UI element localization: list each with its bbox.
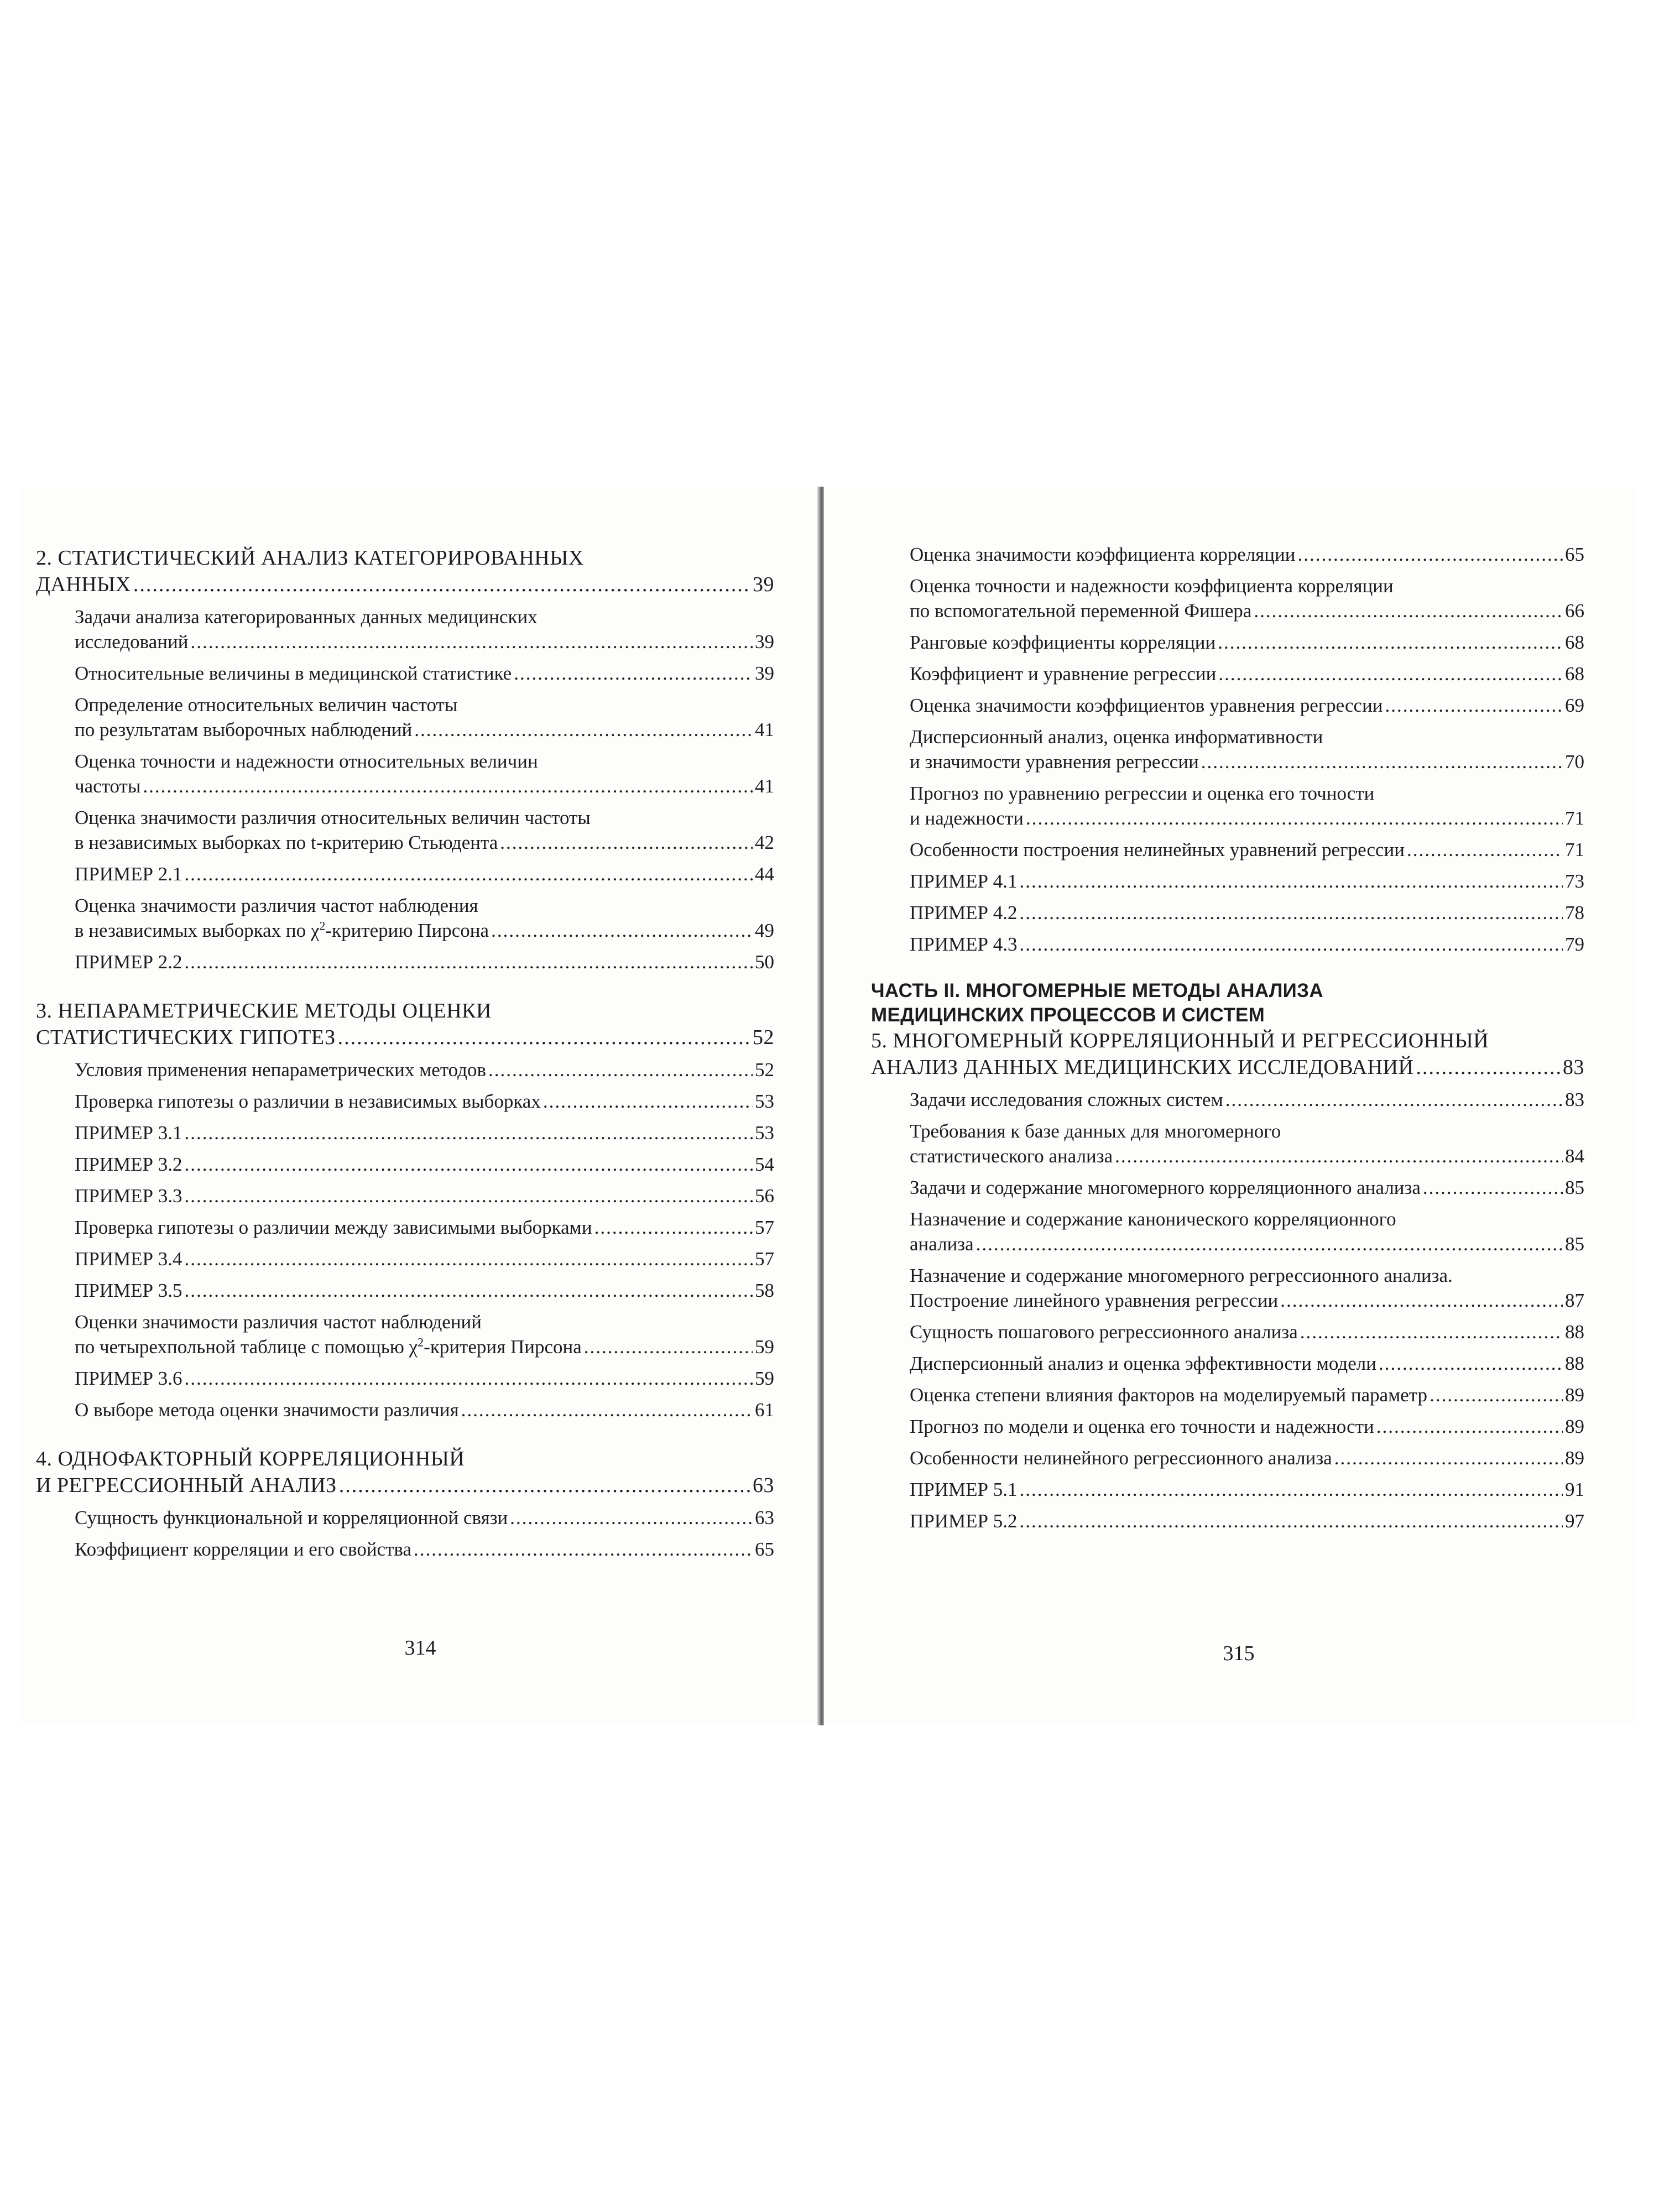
left-page <box>22 487 818 1725</box>
dot-leader <box>338 1024 750 1051</box>
toc-entry-text: Оценка значимости коэффициента корреляции <box>910 544 1296 565</box>
section-title-line: 5. МНОГОМЕРНЫЙ КОРРЕЛЯЦИОННЫЙ И РЕГРЕССИОННЫЙ <box>871 1029 1489 1052</box>
toc-entry-text: исследований <box>75 631 189 653</box>
toc-entry-text: Относительные величины в медицинской статистике <box>75 662 512 684</box>
toc-entry-text: ПРИМЕР 3.2 <box>75 1154 182 1175</box>
toc-entry <box>871 542 1584 567</box>
toc-page-number: 89 <box>1565 1384 1584 1406</box>
toc-entry-text: Оценка значимости коэффициентов уравнения регрессии <box>910 695 1383 716</box>
dot-leader <box>1201 749 1563 774</box>
toc-page-number: 39 <box>755 662 774 684</box>
toc-entry <box>36 604 774 654</box>
toc-entry <box>871 1263 1584 1313</box>
dot-leader <box>594 1215 753 1240</box>
toc-entry <box>871 724 1584 774</box>
toc-entry-line: Определение относительных величин частоты <box>75 694 458 716</box>
toc-entry-leader-line <box>910 542 1584 567</box>
toc-entry <box>36 1366 774 1391</box>
toc-entry-leader-line <box>910 693 1584 718</box>
toc-entry-text: в независимых выборках по $\chi^2$-критерию Пирсона <box>75 919 489 941</box>
toc-entry-leader-line <box>910 900 1584 925</box>
toc-entry-leader-line <box>910 1232 1584 1256</box>
toc-entry-leader-line <box>910 1509 1584 1533</box>
toc-page-number: 88 <box>1565 1353 1584 1374</box>
toc-entry-text: Коэффициент корреляции и его свойства <box>75 1538 411 1560</box>
toc-page-number: 63 <box>753 1474 774 1497</box>
dot-leader <box>1019 932 1563 957</box>
toc-entry-text: по результатам выборочных наблюдений <box>75 719 413 740</box>
toc-entry-line: Оценка точности и надежности относительных величин <box>75 750 538 772</box>
toc-entry-leader-line <box>75 717 774 742</box>
toc-entry-leader-line <box>910 932 1584 957</box>
dot-leader <box>500 830 753 855</box>
dot-leader <box>488 1057 753 1082</box>
toc-entry <box>36 692 774 742</box>
section-leader-line <box>36 571 774 598</box>
toc-entry <box>36 1089 774 1114</box>
section-title-line: 2. СТАТИСТИЧЕСКИЙ АНАЛИЗ КАТЕГОРИРОВАННЫХ <box>36 546 584 570</box>
dot-leader <box>143 774 753 799</box>
toc-page-number: 65 <box>1565 544 1584 565</box>
toc-entry-leader-line <box>910 1288 1584 1313</box>
dot-leader <box>976 1232 1563 1256</box>
toc-entry-line: Оценки значимости различия частот наблюдений <box>75 1311 482 1333</box>
toc-entry <box>36 1310 774 1359</box>
toc-entry-text: статистического анализа <box>910 1145 1113 1167</box>
toc-entry <box>871 1119 1584 1168</box>
toc-page-number: 88 <box>1565 1321 1584 1343</box>
toc-entry-text: ПРИМЕР 3.3 <box>75 1185 182 1207</box>
toc-entry-leader-line <box>75 629 774 654</box>
toc-page-number: 78 <box>1565 902 1584 924</box>
dot-leader <box>584 1334 753 1359</box>
dot-leader <box>414 717 753 742</box>
toc-entry-leader-line <box>75 1537 774 1562</box>
left-toc-column <box>36 545 774 1562</box>
toc-entry-text: Задачи и содержание многомерного корреляционного анализа <box>910 1177 1421 1198</box>
dot-leader <box>1407 837 1563 862</box>
toc-entry-leader-line <box>910 1477 1584 1502</box>
toc-entry-line: Оценка точности и надежности коэффициента корреляции <box>910 575 1394 597</box>
toc-section-heading <box>36 1446 774 1499</box>
toc-entry <box>871 900 1584 925</box>
dot-leader <box>1019 900 1563 925</box>
dot-leader <box>1225 1087 1563 1112</box>
dot-leader <box>339 1472 750 1499</box>
toc-page-number: 42 <box>755 832 774 853</box>
toc-page-number: 83 <box>1563 1056 1584 1079</box>
toc-entry-leader-line <box>910 1383 1584 1407</box>
dot-leader <box>1019 869 1563 894</box>
toc-entry-text: Задачи исследования сложных систем <box>910 1089 1223 1110</box>
toc-entry <box>871 781 1584 831</box>
toc-entry <box>36 893 774 943</box>
section-title-last-line: АНАЛИЗ ДАННЫХ МЕДИЦИНСКИХ ИССЛЕДОВАНИЙ <box>871 1056 1414 1079</box>
toc-entry <box>871 1319 1584 1344</box>
toc-page-number: 41 <box>755 719 774 740</box>
dot-leader <box>1218 661 1563 686</box>
toc-entry <box>36 1215 774 1240</box>
section-title-line: 3. НЕПАРАМЕТРИЧЕСКИЕ МЕТОДЫ ОЦЕНКИ <box>36 999 492 1022</box>
toc-entry <box>36 1183 774 1208</box>
toc-section-heading <box>36 545 774 598</box>
toc-entry-leader-line <box>75 1366 774 1391</box>
toc-entry <box>871 837 1584 862</box>
toc-entry-leader-line <box>910 1319 1584 1344</box>
toc-entry <box>871 1175 1584 1200</box>
toc-entry-leader-line <box>910 1351 1584 1376</box>
dot-leader <box>1019 1477 1563 1502</box>
toc-entry-leader-line <box>75 1334 774 1359</box>
toc-page-number: 68 <box>1565 632 1584 653</box>
toc-entry-text: анализа <box>910 1233 974 1255</box>
toc-entry-leader-line <box>75 1278 774 1303</box>
toc-page-number: 53 <box>755 1091 774 1112</box>
dot-leader <box>184 950 753 974</box>
toc-entry-text: Коэффициент и уравнение регрессии <box>910 663 1217 685</box>
toc-entry <box>871 1477 1584 1502</box>
toc-page-number: 70 <box>1565 751 1584 773</box>
toc-entry-text: ПРИМЕР 4.3 <box>910 933 1018 955</box>
toc-page-number: 54 <box>755 1154 774 1175</box>
toc-entry-text: по вспомогательной переменной Фишера <box>910 600 1252 622</box>
toc-entry-leader-line <box>75 1183 774 1208</box>
toc-entry-line: Оценка значимости различия относительных величин частоты <box>75 807 591 828</box>
toc-entry-leader-line <box>75 1152 774 1177</box>
toc-entry-text: ПРИМЕР 3.5 <box>75 1280 182 1301</box>
toc-page-number: 84 <box>1565 1145 1584 1167</box>
toc-page-number: 71 <box>1565 807 1584 829</box>
toc-section-heading <box>871 1027 1584 1081</box>
dot-leader <box>1280 1288 1563 1313</box>
toc-entry-text: ПРИМЕР 5.1 <box>910 1479 1018 1500</box>
toc-page-number: 85 <box>1565 1177 1584 1198</box>
toc-page-number: 66 <box>1565 600 1584 622</box>
toc-entry-text: и надежности <box>910 807 1024 829</box>
toc-page-number: 91 <box>1565 1479 1584 1500</box>
dot-leader <box>1379 1351 1563 1376</box>
toc-page-number: 57 <box>755 1248 774 1270</box>
toc-page-number: 89 <box>1565 1416 1584 1437</box>
toc-entry-text: Построение линейного уравнения регрессии <box>910 1290 1279 1311</box>
toc-entry-text: и значимости уравнения регрессии <box>910 751 1199 773</box>
toc-entry-line: Задачи анализа категорированных данных медицинских <box>75 606 538 628</box>
section-leader-line <box>36 1472 774 1499</box>
toc-entry-leader-line <box>910 837 1584 862</box>
toc-page-number: 61 <box>755 1399 774 1421</box>
dot-leader <box>1300 1319 1563 1344</box>
toc-page-number: 59 <box>755 1336 774 1358</box>
toc-entry-leader-line <box>910 1175 1584 1200</box>
toc-entry <box>871 573 1584 623</box>
toc-entry-leader-line <box>910 1087 1584 1112</box>
dot-leader <box>190 629 753 654</box>
part-title-line: МЕДИЦИНСКИХ ПРОЦЕССОВ И СИСТЕМ <box>871 1004 1265 1026</box>
dot-leader <box>184 1183 753 1208</box>
toc-entry-leader-line <box>910 869 1584 894</box>
toc-page-number: 44 <box>755 863 774 885</box>
toc-entry-leader-line <box>75 1246 774 1271</box>
toc-entry <box>36 1246 774 1271</box>
dot-leader <box>514 661 753 686</box>
toc-page-number: 56 <box>755 1185 774 1207</box>
dot-leader <box>1026 806 1563 831</box>
toc-entry-leader-line <box>910 1414 1584 1439</box>
toc-page-number: 69 <box>1565 695 1584 716</box>
toc-page-number: 83 <box>1565 1089 1584 1110</box>
toc-entry-text: ПРИМЕР 2.1 <box>75 863 182 885</box>
toc-entry-leader-line <box>75 1215 774 1240</box>
right-page-number: 315 <box>1223 1642 1255 1665</box>
dot-leader <box>184 1278 753 1303</box>
toc-entry-line: Прогноз по уравнению регрессии и оценка его точности <box>910 782 1375 804</box>
toc-entry-text: частоты <box>75 775 141 797</box>
toc-page-number: 97 <box>1565 1510 1584 1532</box>
toc-page-number: 68 <box>1565 663 1584 685</box>
right-toc-column <box>871 542 1584 1533</box>
toc-page-number: 52 <box>755 1059 774 1081</box>
toc-entry <box>36 1152 774 1177</box>
toc-entry-text: Ранговые коэффициенты корреляции <box>910 632 1216 653</box>
toc-entry-leader-line <box>75 1120 774 1145</box>
toc-entry <box>871 630 1584 655</box>
toc-page-number: 63 <box>755 1507 774 1528</box>
toc-page-number: 65 <box>755 1538 774 1560</box>
toc-page-number: 49 <box>755 920 774 941</box>
toc-entry-text: ПРИМЕР 4.2 <box>910 902 1018 924</box>
part-heading <box>871 979 1584 1027</box>
toc-entry-text: Проверка гипотезы о различии между зависимыми выборками <box>75 1217 592 1238</box>
toc-page-number: 58 <box>755 1280 774 1301</box>
toc-entry <box>871 1383 1584 1407</box>
toc-entry-text: Дисперсионный анализ и оценка эффективности модели <box>910 1353 1376 1374</box>
toc-page-number: 89 <box>1565 1447 1584 1469</box>
toc-entry-leader-line <box>75 1057 774 1082</box>
toc-entry-leader-line <box>910 630 1584 655</box>
toc-page-number: 41 <box>755 775 774 797</box>
toc-entry <box>36 661 774 686</box>
dot-leader <box>1115 1144 1563 1168</box>
toc-entry <box>36 1278 774 1303</box>
toc-entry-leader-line <box>75 830 774 855</box>
toc-entry <box>871 661 1584 686</box>
toc-entry-line: Дисперсионный анализ, оценка информативности <box>910 726 1323 748</box>
dot-leader <box>184 1246 753 1271</box>
part-title-line: ЧАСТЬ II. МНОГОМЕРНЫЕ МЕТОДЫ АНАЛИЗА <box>871 980 1323 1001</box>
toc-entry-leader-line <box>75 1505 774 1530</box>
toc-entry-text: Оценка степени влияния факторов на моделируемый параметр <box>910 1384 1428 1406</box>
toc-page-number: 52 <box>753 1026 774 1049</box>
toc-entry-text: Сущность пошагового регрессионного анализа <box>910 1321 1298 1343</box>
toc-page-number: 57 <box>755 1217 774 1238</box>
toc-entry-text: Сущность функциональной и корреляционной связи <box>75 1507 508 1528</box>
dot-leader <box>184 1366 753 1391</box>
toc-entry-text: по четырехпольной таблице с помощью $\chi^2$-критерия Пирсона <box>75 1335 582 1358</box>
toc-entry-text: О выборе метода оценки значимости различия <box>75 1399 459 1421</box>
toc-entry <box>36 1505 774 1530</box>
dot-leader <box>510 1505 753 1530</box>
section-title-last-line: И РЕГРЕССИОННЫЙ АНАЛИЗ <box>36 1474 337 1497</box>
toc-entry <box>871 1414 1584 1439</box>
toc-entry <box>36 1057 774 1082</box>
toc-page-number: 85 <box>1565 1233 1584 1255</box>
toc-entry-text: Прогноз по модели и оценка его точности и надежности <box>910 1416 1374 1437</box>
right-page <box>824 487 1637 1725</box>
toc-entry-text: в независимых выборках по t-критерию Стьюдента <box>75 832 498 853</box>
toc-entry-leader-line <box>75 661 774 686</box>
left-page-number: 314 <box>404 1636 436 1660</box>
toc-entry-leader-line <box>75 862 774 886</box>
dot-leader <box>461 1397 753 1422</box>
section-title-last-line: СТАТИСТИЧЕСКИХ ГИПОТЕЗ <box>36 1026 336 1049</box>
toc-entry-leader-line <box>75 950 774 974</box>
toc-entry-text: Особенности построения нелинейных уравнений регрессии <box>910 839 1405 860</box>
toc-page-number: 59 <box>755 1368 774 1389</box>
toc-entry-line: Назначение и содержание многомерного регрессионного анализа. <box>910 1265 1453 1286</box>
toc-section-heading <box>36 998 774 1051</box>
toc-entry-text: ПРИМЕР 5.2 <box>910 1510 1018 1532</box>
dot-leader <box>184 1152 753 1177</box>
toc-entry <box>871 869 1584 894</box>
toc-entry-leader-line <box>910 806 1584 831</box>
toc-entry <box>871 1509 1584 1533</box>
dot-leader <box>491 918 753 943</box>
dot-leader <box>543 1089 753 1114</box>
section-title-last-line: ДАННЫХ <box>36 573 131 596</box>
dot-leader <box>1423 1175 1563 1200</box>
toc-entry <box>36 1397 774 1422</box>
toc-page-number: 50 <box>755 951 774 973</box>
toc-page-number: 53 <box>755 1122 774 1144</box>
toc-entry-text: Проверка гипотезы о различии в независимых выборках <box>75 1091 541 1112</box>
toc-entry-text: ПРИМЕР 3.1 <box>75 1122 182 1144</box>
toc-entry-text: ПРИМЕР 2.2 <box>75 951 182 973</box>
dot-leader <box>1430 1383 1563 1407</box>
dot-leader <box>1298 542 1563 567</box>
dot-leader <box>1416 1054 1561 1081</box>
toc-entry-text: ПРИМЕР 3.4 <box>75 1248 182 1270</box>
dot-leader <box>1376 1414 1563 1439</box>
toc-page-number: 39 <box>755 631 774 653</box>
dot-leader <box>1218 630 1563 655</box>
toc-entry <box>871 1351 1584 1376</box>
toc-entry-text: ПРИМЕР 3.6 <box>75 1368 182 1389</box>
section-leader-line <box>36 1024 774 1051</box>
dot-leader <box>184 862 753 886</box>
section-leader-line <box>871 1054 1584 1081</box>
toc-entry <box>871 932 1584 957</box>
toc-entry <box>871 1207 1584 1256</box>
toc-entry <box>36 805 774 855</box>
toc-entry-text: ПРИМЕР 4.1 <box>910 870 1018 892</box>
dot-leader <box>133 571 750 598</box>
toc-entry <box>36 862 774 886</box>
dot-leader <box>1019 1509 1563 1533</box>
toc-entry-leader-line <box>910 598 1584 623</box>
toc-entry-leader-line <box>910 1446 1584 1470</box>
toc-entry-line: Оценка значимости различия частот наблюдения <box>75 895 478 916</box>
toc-entry-line: Требования к базе данных для многомерного <box>910 1120 1281 1142</box>
toc-entry <box>36 1537 774 1562</box>
section-title-line: 4. ОДНОФАКТОРНЫЙ КОРРЕЛЯЦИОННЫЙ <box>36 1447 465 1470</box>
toc-page-number: 73 <box>1565 870 1584 892</box>
toc-entry-leader-line <box>910 749 1584 774</box>
toc-entry <box>871 693 1584 718</box>
toc-page-number: 71 <box>1565 839 1584 860</box>
toc-entry <box>871 1446 1584 1470</box>
dot-leader <box>414 1537 753 1562</box>
toc-entry-text: Условия применения непараметрических методов <box>75 1059 486 1081</box>
toc-entry-leader-line <box>75 1089 774 1114</box>
toc-entry-leader-line <box>910 1144 1584 1168</box>
dot-leader <box>184 1120 753 1145</box>
toc-entry <box>36 749 774 799</box>
toc-page-number: 87 <box>1565 1290 1584 1311</box>
toc-page-number: 79 <box>1565 933 1584 955</box>
dot-leader <box>1385 693 1563 718</box>
toc-entry-leader-line <box>910 661 1584 686</box>
toc-entry-leader-line <box>75 1397 774 1422</box>
dot-leader <box>1334 1446 1563 1470</box>
toc-entry-leader-line <box>75 918 774 943</box>
toc-entry <box>871 1087 1584 1112</box>
toc-entry-text: Особенности нелинейного регрессионного анализа <box>910 1447 1332 1469</box>
toc-entry-leader-line <box>75 774 774 799</box>
toc-entry <box>36 950 774 974</box>
dot-leader <box>1254 598 1563 623</box>
toc-page-number: 39 <box>753 573 774 596</box>
toc-entry <box>36 1120 774 1145</box>
toc-entry-line: Назначение и содержание канонического корреляционного <box>910 1208 1396 1230</box>
